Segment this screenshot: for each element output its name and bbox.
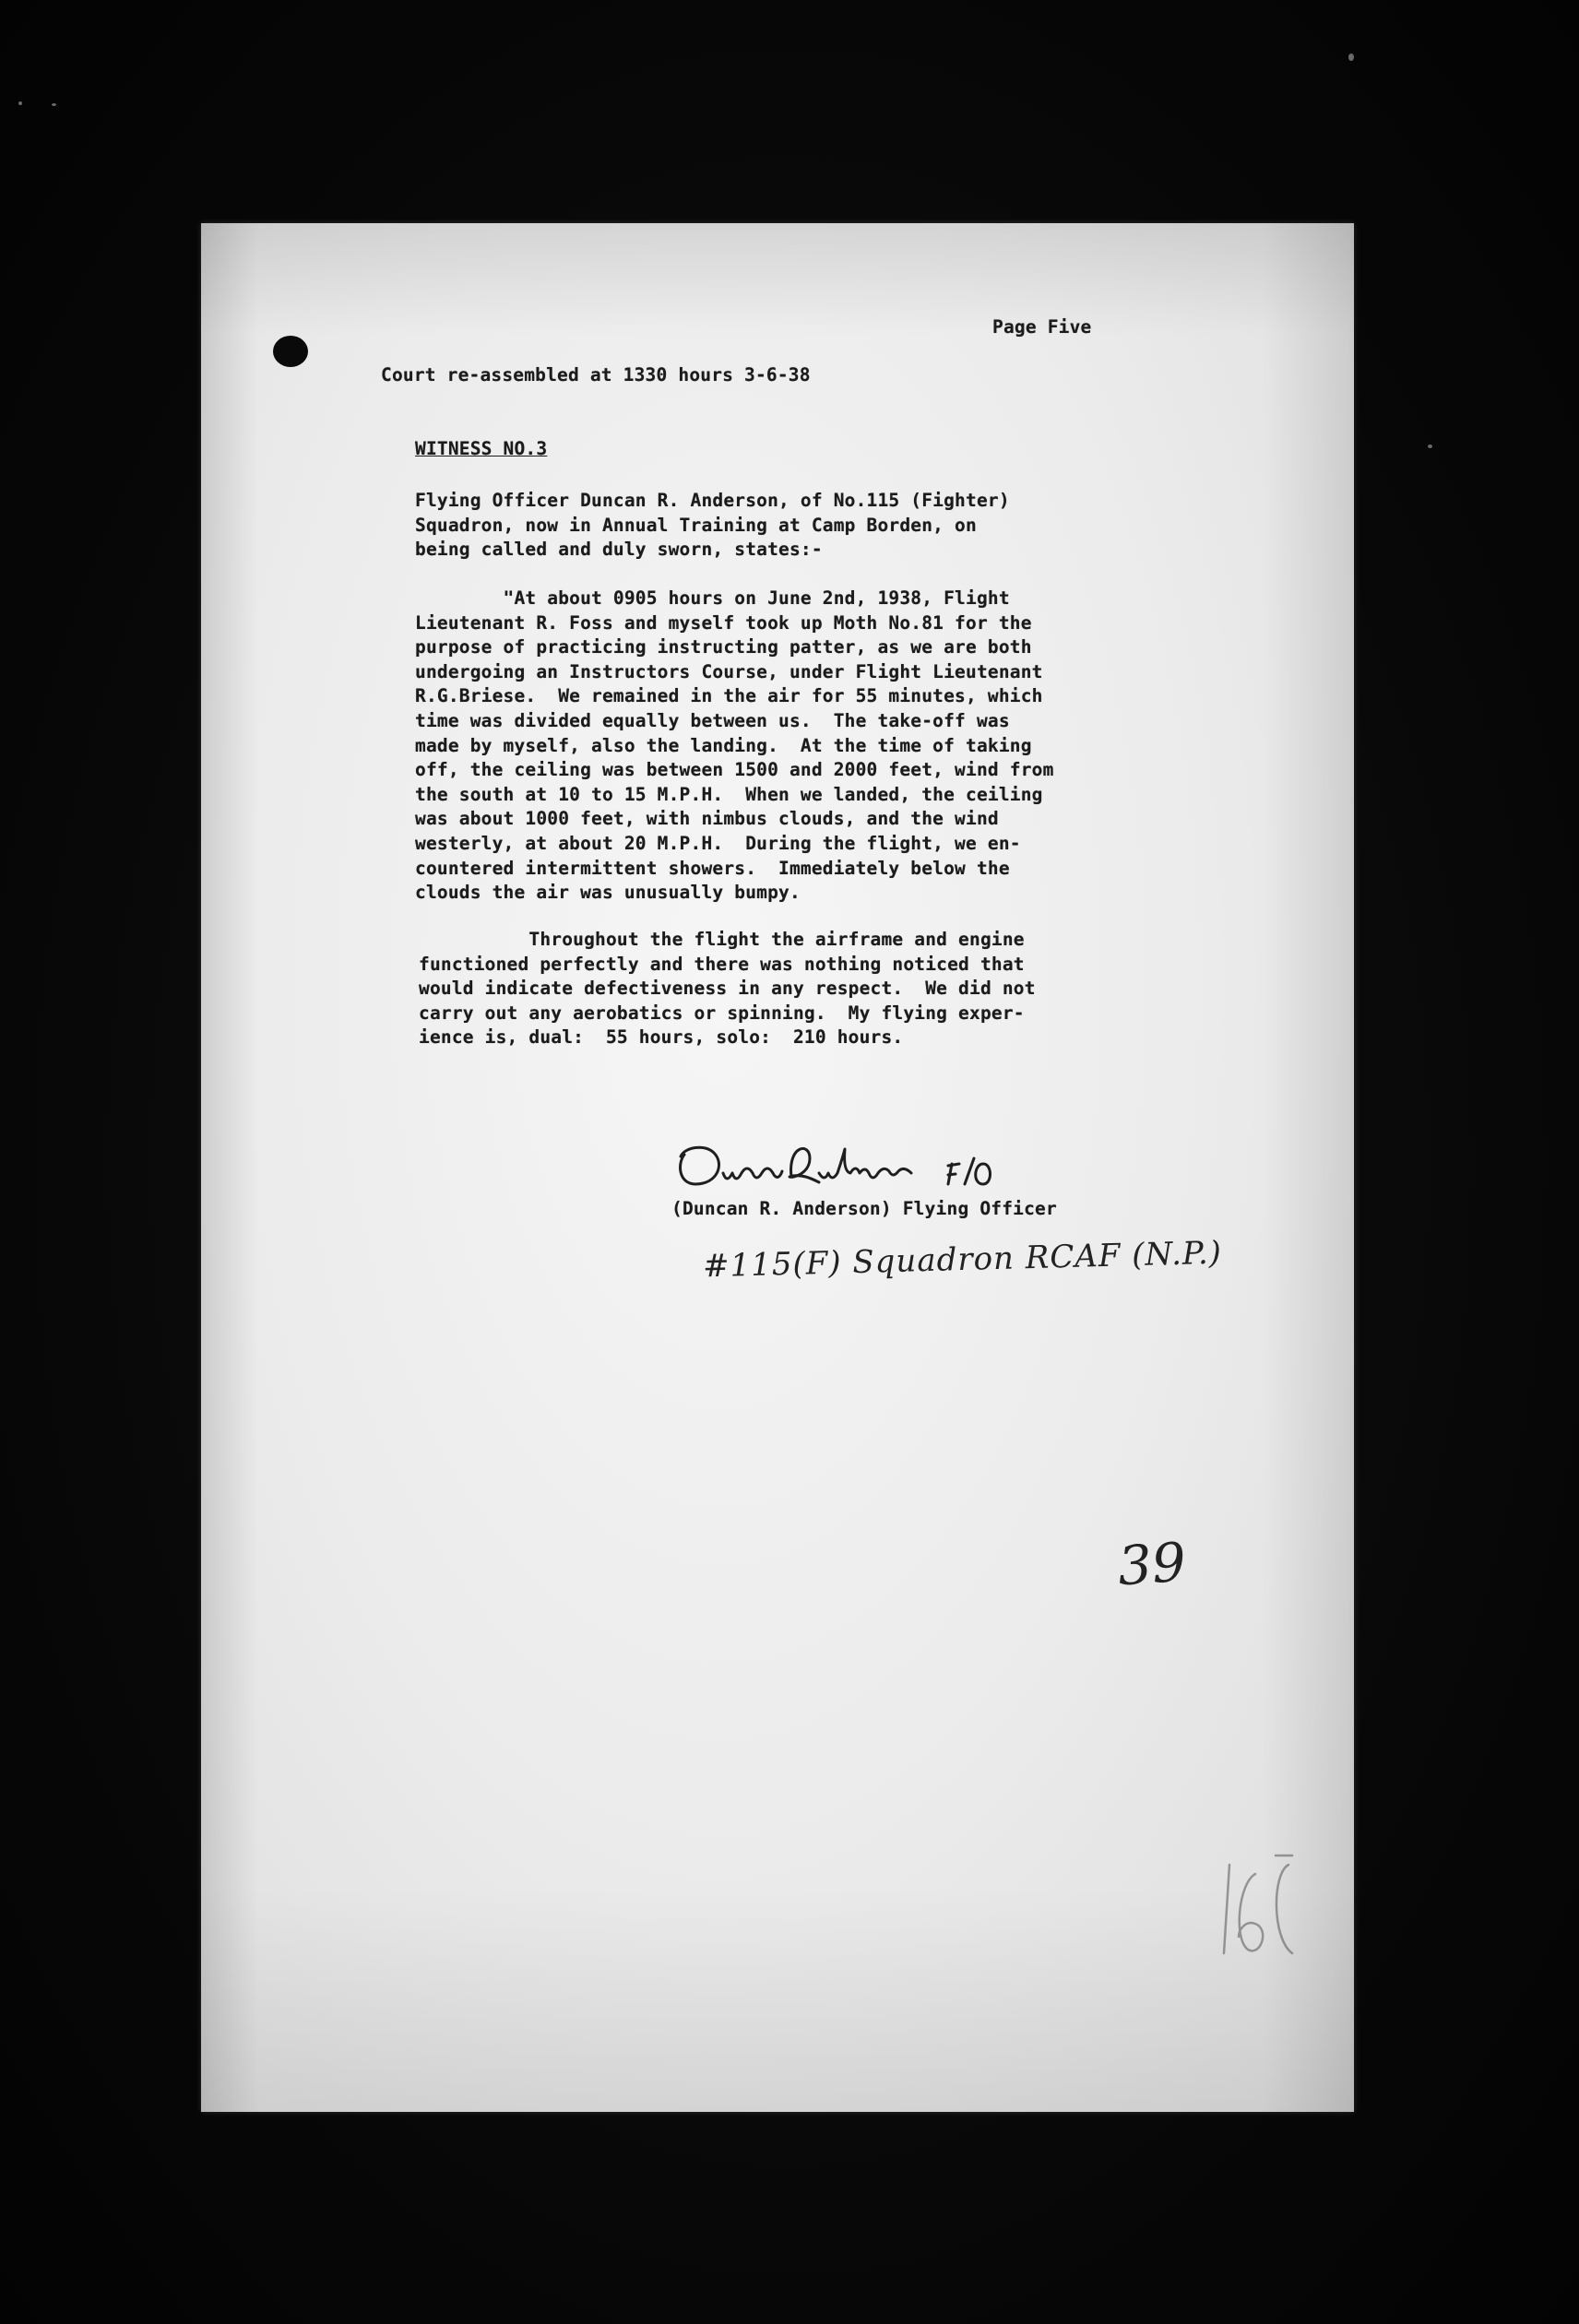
text-line: being called and duly sworn, states:- [415, 539, 823, 561]
witness-statement-continued [419, 928, 1036, 1050]
text-line: off, the ceiling was between 1500 and 2000 feet, wind from [415, 759, 1054, 781]
dust-speck [18, 101, 22, 105]
page-number: Page Five [992, 316, 1092, 338]
text-line: Throughout the flight the airframe and engine [419, 929, 1025, 950]
text-line: clouds the air was unusually bumpy. [415, 882, 801, 904]
text-line: carry out any aerobatics or spinning. My flying exper- [419, 1002, 1025, 1024]
text-line: would indicate defectiveness in any respect. We did not [419, 978, 1036, 1000]
typed-signatory-name: (Duncan R. Anderson) Flying Officer [671, 1198, 1057, 1219]
text-line: countered intermittent showers. Immediately below the [415, 857, 1010, 879]
handwritten-signature [671, 1136, 1059, 1201]
text-line: purpose of practicing instructing patter, as we are both [415, 636, 1032, 658]
text-line: made by myself, also the landing. At the time of taking [415, 734, 1032, 756]
handwritten-squadron-note: #115(F) Squadron RCAF (N.P.) [702, 1234, 1223, 1286]
dust-speck [1428, 445, 1432, 448]
dust-speck [1348, 53, 1354, 61]
text-line: Squadron, now in Annual Training at Camp Borden, on [415, 514, 977, 536]
text-line: westerly, at about 20 M.P.H. During the flight, we en- [415, 832, 1021, 854]
text-line: undergoing an Instructors Course, under Flight Lieutenant [415, 660, 1043, 682]
text-line: Flying Officer Duncan R. Anderson, of No.115 (Fighter) [415, 490, 1010, 511]
text-line: Lieutenant R. Foss and myself took up Moth No.81 for the [415, 611, 1032, 634]
text-line: R.G.Briese. We remained in the air for 55 minutes, which [415, 685, 1043, 707]
text-line: was about 1000 feet, with nimbus clouds, and the wind [415, 808, 999, 830]
dust-speck [52, 103, 56, 106]
document-page [201, 223, 1354, 2112]
text-line: ience is, dual: 55 hours, solo: 210 hours. [419, 1026, 904, 1049]
punch-hole [273, 336, 308, 367]
witness-heading: WITNESS NO.3 [415, 438, 548, 459]
witness-introduction [415, 489, 1010, 563]
text-line: time was divided equally between us. The take-off was [415, 709, 1010, 731]
handwritten-folio-number: 39 [1115, 1530, 1189, 1598]
text-line: "At about 0905 hours on June 2nd, 1938, Flight [415, 587, 1010, 609]
witness-statement [415, 587, 1054, 906]
text-line: functioned perfectly and there was nothing noticed that [419, 953, 1025, 975]
court-reassembly-line: Court re-assembled at 1330 hours 3-6-38 [381, 364, 811, 385]
margin-mark [1211, 1837, 1312, 1966]
text-line: the south at 10 to 15 M.P.H. When we landed, the ceiling [415, 783, 1043, 805]
